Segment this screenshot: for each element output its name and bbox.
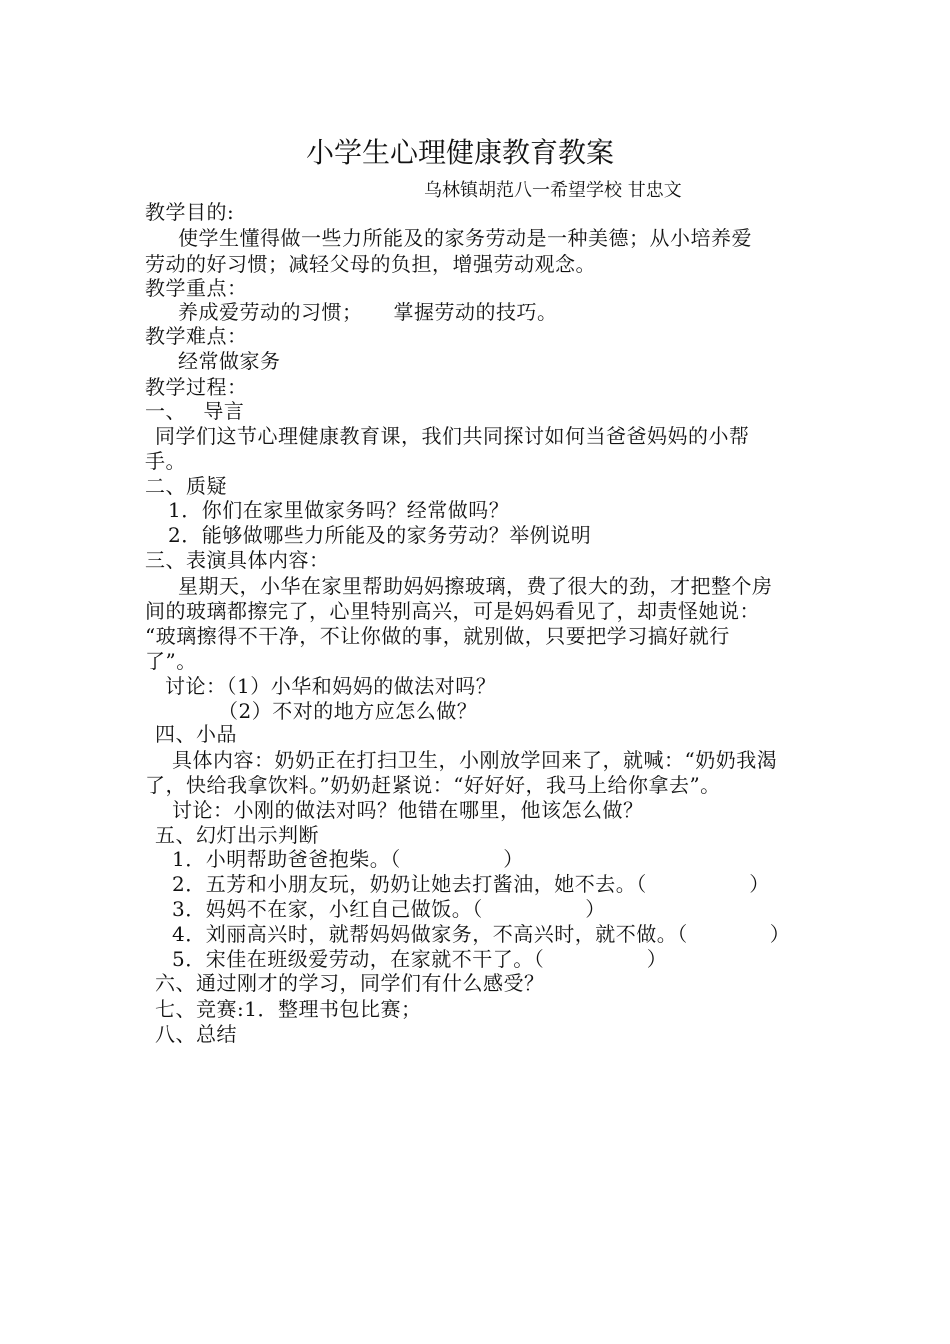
paragraph-line: 间的玻璃都擦完了，心里特别高兴，可是妈妈看见了，却责怪她说：	[145, 599, 760, 623]
section-heading: 三、表演具体内容：	[145, 548, 330, 572]
paragraph-line: 经常做家务	[178, 349, 281, 373]
paragraph-line: 手。	[145, 449, 186, 473]
section-heading: 四、小品	[155, 722, 237, 746]
paragraph-line: 了，快给我拿饮料。”奶奶赶紧说：“好好好，我马上给你拿去”。	[145, 773, 721, 797]
paragraph-line: 劳动的好习惯；减轻父母的负担，增强劳动观念。	[145, 252, 596, 276]
section-heading: 五、幻灯出示判断	[155, 823, 319, 847]
discussion-line: （2）不对的地方应怎么做？	[218, 699, 478, 723]
section-heading: 八、总结	[155, 1022, 237, 1046]
paragraph-line: 了”。	[145, 649, 197, 673]
section-heading: 一、 导言	[145, 399, 245, 423]
paragraph-line: “玻璃擦得不干净，不让你做的事，就别做，只要把学习搞好就行	[145, 624, 730, 648]
document-title: 小学生心理健康教育教案	[305, 136, 614, 169]
judgement-item: 1．小明帮助爸爸抱柴。（ ）	[172, 847, 524, 871]
section-heading: 教学目的:	[145, 200, 235, 224]
section-heading: 六、通过刚才的学习，同学们有什么感受？	[155, 971, 545, 995]
judgement-item: 5．宋佳在班级爱劳动，在家就不干了。（ ）	[172, 947, 668, 971]
paragraph-line: 同学们这节心理健康教育课，我们共同探讨如何当爸爸妈妈的小帮	[155, 424, 750, 448]
judgement-item: 3．妈妈不在家，小红自己做饭。（ ）	[172, 897, 606, 921]
section-heading: 教学难点：	[145, 324, 248, 348]
section-heading: 教学过程：	[145, 375, 248, 399]
paragraph-line: 星期天，小华在家里帮助妈妈擦玻璃，费了很大的劲，才把整个房	[178, 574, 773, 598]
discussion-line: 讨论：（1）小华和妈妈的做法对吗？	[165, 674, 497, 698]
document-author: 乌林镇胡范八一希望学校 甘忠文	[424, 180, 682, 201]
judgement-item: 2．五芳和小朋友玩，奶奶让她去打酱油，她不去。（ ）	[172, 872, 770, 896]
section-heading: 二、质疑	[145, 474, 227, 498]
section-heading: 教学重点：	[145, 276, 248, 300]
section-heading: 七、竞赛:1．整理书包比赛；	[155, 997, 422, 1021]
judgement-item: 4．刘丽高兴时，就帮妈妈做家务，不高兴时，就不做。（ ）	[172, 922, 791, 946]
list-item: 2．能够做哪些力所能及的家务劳动？举例说明	[168, 523, 592, 547]
paragraph-line: 养成爱劳动的习惯； 掌握劳动的技巧。	[178, 300, 558, 324]
list-item: 1．你们在家里做家务吗？经常做吗？	[168, 498, 510, 522]
paragraph-line: 具体内容：奶奶正在打扫卫生，小刚放学回来了，就喊：“奶奶我渴	[172, 748, 778, 772]
paragraph-line: 使学生懂得做一些力所能及的家务劳动是一种美德；从小培养爱	[178, 226, 752, 250]
discussion-line: 讨论：小刚的做法对吗？他错在哪里，他该怎么做？	[172, 798, 644, 822]
